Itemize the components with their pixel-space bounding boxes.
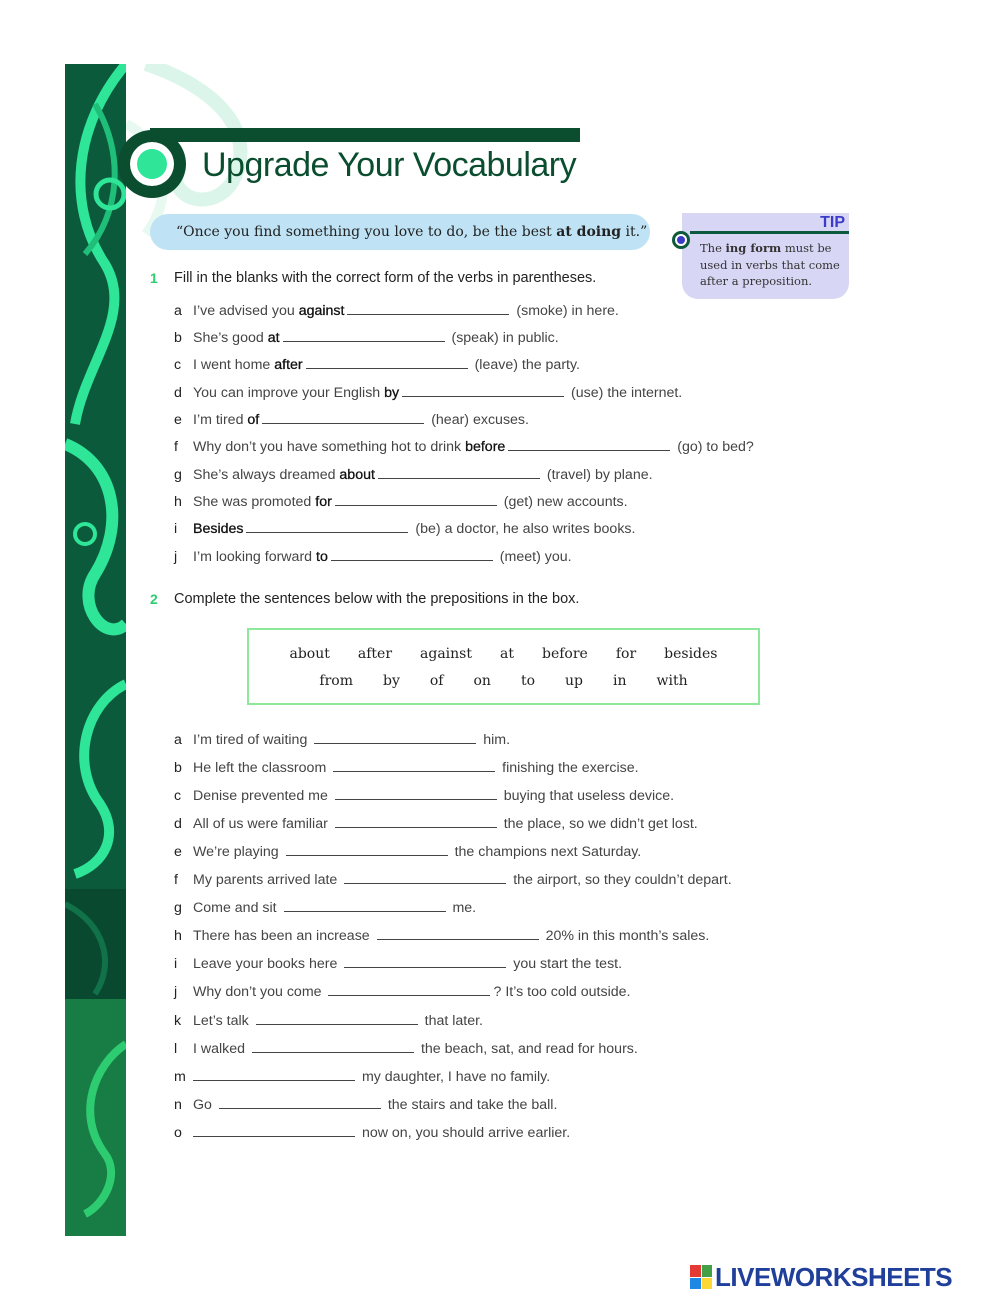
item-text-pre: You can improve your English	[193, 385, 385, 401]
item-text-post: (travel) by plane.	[542, 467, 653, 483]
answer-blank[interactable]	[335, 492, 497, 506]
exercise-1-item	[174, 410, 529, 430]
item-letter: h	[174, 928, 182, 945]
item-preposition: against	[298, 303, 345, 319]
exercise-2-item	[174, 870, 732, 890]
item-text-post: (go) to bed?	[673, 439, 754, 455]
item-letter: c	[174, 357, 182, 373]
answer-blank[interactable]	[284, 898, 446, 912]
swirl-decoration	[65, 64, 126, 1236]
item-text-post: the place, so we didn’t get lost.	[499, 816, 698, 833]
item-text-post: (get) new accounts.	[499, 494, 628, 510]
item-text-pre: She’s good	[193, 330, 268, 346]
item-preposition: before	[465, 439, 506, 455]
decorative-sidebar	[65, 64, 126, 1236]
item-text-post: you start the test.	[509, 956, 623, 973]
word-box-word: after	[357, 646, 393, 662]
word-box-word: with	[656, 673, 688, 689]
item-text-post: him.	[479, 732, 511, 748]
section-1-instruction: Fill in the blanks with the correct form of the verbs in parentheses.	[174, 270, 597, 286]
quote-text-bold: at doing	[556, 224, 622, 240]
tip-divider	[690, 231, 849, 234]
item-letter: g	[174, 900, 182, 917]
answer-blank[interactable]	[347, 301, 509, 315]
item-text-pre: Go	[193, 1096, 216, 1113]
item-letter: m	[174, 1068, 186, 1085]
exercise-2-item	[174, 730, 510, 750]
item-text-pre: There has been an increase	[193, 928, 374, 945]
quote-text-before: “Once you find something you love to do, be the best	[176, 224, 557, 240]
exercise-2-item	[174, 1095, 557, 1115]
footer-brand-text: LIVEWORKSHEETS	[715, 1261, 953, 1292]
item-text-post: me.	[448, 900, 477, 917]
exercise-2-item	[174, 786, 674, 806]
word-box-row-1	[249, 646, 758, 662]
liveworksheets-logo	[690, 1262, 952, 1292]
section-2-number: 2	[150, 591, 158, 607]
answer-blank[interactable]	[219, 1095, 381, 1109]
answer-blank[interactable]	[262, 410, 424, 424]
item-preposition: about	[339, 467, 375, 483]
item-text-post: (meet) you.	[495, 549, 572, 565]
item-preposition: after	[274, 357, 303, 373]
item-text-post: the beach, sat, and read for hours.	[417, 1040, 638, 1057]
answer-blank[interactable]	[344, 870, 506, 884]
header-bar	[150, 128, 580, 142]
item-preposition: by	[384, 385, 400, 401]
exercise-1-item	[174, 301, 619, 321]
item-letter: f	[174, 439, 178, 455]
exercise-2-item	[174, 982, 630, 1002]
exercise-1-item	[174, 492, 628, 512]
item-text-post: buying that useless device.	[499, 788, 675, 805]
item-preposition: for	[315, 494, 332, 510]
item-text-pre: All of us were familiar	[193, 816, 332, 833]
item-letter: e	[174, 412, 182, 428]
tip-box	[682, 213, 849, 299]
exercise-2-item	[174, 814, 698, 834]
answer-blank[interactable]	[256, 1011, 418, 1025]
answer-blank[interactable]	[252, 1039, 414, 1053]
item-preposition: of	[247, 412, 260, 428]
exercise-1-item	[174, 519, 635, 539]
item-letter: e	[174, 844, 182, 861]
word-box-word: by	[382, 673, 400, 689]
exercise-1-item	[174, 437, 754, 457]
exercise-2-item	[174, 954, 622, 974]
item-text-post: the champions next Saturday.	[450, 844, 642, 861]
exercise-2-item	[174, 1011, 483, 1031]
item-text-pre: She was promoted	[193, 494, 316, 510]
answer-blank[interactable]	[378, 465, 540, 479]
item-letter: o	[174, 1124, 182, 1141]
answer-blank[interactable]	[328, 982, 490, 996]
word-box-word: up	[565, 673, 583, 689]
item-preposition: Besides	[193, 521, 244, 537]
word-box-word: of	[429, 673, 444, 689]
tip-label: TIP	[820, 214, 845, 231]
word-box-word: on	[473, 673, 491, 689]
item-letter: l	[174, 1040, 178, 1057]
item-preposition: to	[316, 549, 328, 565]
answer-blank[interactable]	[246, 519, 408, 533]
tip-text	[700, 240, 846, 290]
item-text-pre: Why don’t you come	[193, 984, 326, 1001]
item-letter: a	[174, 732, 182, 748]
item-letter: k	[174, 1012, 182, 1029]
word-box-word: before	[541, 646, 588, 662]
exercise-2-item	[174, 842, 641, 862]
item-text-pre: I’ve advised you	[193, 303, 299, 319]
item-text-post: (speak) in public.	[447, 330, 559, 346]
item-text-post: finishing the exercise.	[498, 760, 639, 777]
tip-text-post: must be used in verbs that come after a preposition.	[700, 241, 840, 288]
item-text-post: (leave) the party.	[470, 357, 580, 373]
exercise-2-item	[174, 898, 476, 918]
item-text-post: now on, you should arrive earlier.	[358, 1124, 571, 1141]
preposition-word-box	[247, 628, 760, 705]
item-letter: j	[174, 549, 178, 565]
header-target-icon	[118, 130, 186, 198]
item-letter: b	[174, 760, 182, 777]
item-text-pre: I went home	[193, 357, 275, 373]
item-text-post: (hear) excuses.	[427, 412, 529, 428]
item-preposition: at	[267, 330, 280, 346]
item-text-pre: Leave your books here	[193, 956, 342, 973]
item-text-post: that later.	[420, 1012, 483, 1029]
exercise-2-item	[174, 1039, 638, 1059]
page-title: Upgrade Your Vocabulary	[202, 146, 577, 184]
exercise-1-item	[174, 465, 653, 485]
item-text-post: (use) the internet.	[567, 385, 683, 401]
exercise-2-item	[174, 1067, 550, 1087]
item-letter: c	[174, 788, 182, 805]
answer-blank[interactable]	[331, 547, 493, 561]
item-text-pre: Come and sit	[193, 900, 281, 917]
quote-banner	[150, 214, 650, 250]
answer-blank[interactable]	[314, 730, 476, 744]
word-box-row-2	[249, 673, 758, 689]
liveworksheets-icon	[690, 1265, 712, 1289]
answer-blank[interactable]	[333, 758, 495, 772]
answer-blank[interactable]	[344, 954, 506, 968]
word-box-word: to	[520, 673, 535, 689]
answer-blank[interactable]	[193, 1123, 355, 1137]
item-text-pre: I’m tired	[193, 412, 248, 428]
item-letter: d	[174, 385, 182, 401]
item-text-pre: My parents arrived late	[193, 872, 342, 889]
item-text-post: the airport, so they couldn’t depart.	[509, 872, 732, 889]
item-letter: a	[174, 303, 182, 319]
item-text-pre: We’re playing	[193, 844, 283, 861]
item-text-post: the stairs and take the ball.	[383, 1096, 558, 1113]
exercise-2-item	[174, 758, 639, 778]
item-text-pre: Why don’t you have something hot to drink	[193, 439, 466, 455]
item-letter: h	[174, 494, 182, 510]
exercise-1-item	[174, 383, 682, 403]
exercise-2-item	[174, 1123, 570, 1143]
answer-blank[interactable]	[193, 1067, 355, 1081]
item-text-pre: He left the classroom	[193, 760, 331, 777]
answer-blank[interactable]	[283, 328, 445, 342]
item-text-post: (be) a doctor, he also writes books.	[411, 521, 636, 537]
word-box-word: from	[319, 673, 353, 689]
tip-text-bold: ing form	[725, 241, 782, 255]
item-letter: f	[174, 872, 178, 889]
tip-bullet-icon	[672, 231, 690, 249]
word-box-word: in	[612, 673, 627, 689]
item-text-pre: I’m tired of waiting	[193, 732, 312, 748]
quote-text-after: it.”	[621, 224, 648, 240]
item-text-post: ? It’s too cold outside.	[493, 984, 631, 1001]
answer-blank[interactable]	[402, 383, 564, 397]
exercise-1-item	[174, 355, 580, 375]
word-box-word: besides	[664, 646, 718, 662]
item-letter: b	[174, 330, 182, 346]
item-text-post: 20% in this month’s sales.	[541, 928, 710, 945]
item-text-post: (smoke) in here.	[512, 303, 619, 319]
item-text-pre: Denise prevented me	[193, 788, 332, 805]
answer-blank[interactable]	[508, 437, 670, 451]
word-box-word: about	[289, 646, 330, 662]
item-letter: j	[174, 984, 178, 1001]
item-letter: i	[174, 521, 178, 537]
item-letter: i	[174, 956, 178, 973]
word-box-word: at	[500, 646, 514, 662]
answer-blank[interactable]	[377, 926, 539, 940]
exercise-2-item	[174, 926, 709, 946]
exercise-1-item	[174, 328, 559, 348]
answer-blank[interactable]	[286, 842, 448, 856]
exercise-1-item	[174, 547, 572, 567]
answer-blank[interactable]	[306, 355, 468, 369]
section-1-number: 1	[150, 270, 158, 286]
item-text-pre: Let’s talk	[193, 1012, 253, 1029]
item-text-post: my daughter, I have no family.	[358, 1068, 551, 1085]
item-letter: n	[174, 1096, 182, 1113]
word-box-word: for	[615, 646, 637, 662]
word-box-word: against	[420, 646, 472, 662]
section-2-instruction: Complete the sentences below with the prepositions in the box.	[174, 591, 580, 607]
item-letter: g	[174, 467, 182, 483]
item-text-pre: I’m looking forward	[193, 549, 317, 565]
item-letter: d	[174, 816, 182, 833]
tip-text-pre: The	[700, 241, 726, 255]
answer-blank[interactable]	[335, 814, 497, 828]
item-text-pre: She’s always dreamed	[193, 467, 340, 483]
item-text-pre: I walked	[193, 1040, 249, 1057]
answer-blank[interactable]	[335, 786, 497, 800]
